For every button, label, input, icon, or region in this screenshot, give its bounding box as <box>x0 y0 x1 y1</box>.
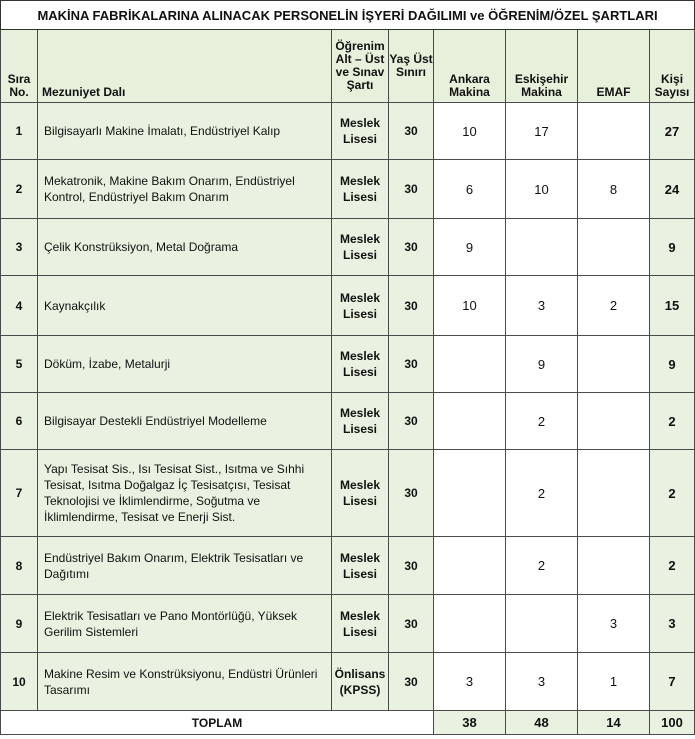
cell-eskisehir-makina: 3 <box>506 653 578 711</box>
cell-ogrenim-sarti: Meslek Lisesi <box>332 450 389 537</box>
cell-emaf <box>578 103 650 160</box>
cell-eskisehir-makina: 2 <box>506 450 578 537</box>
table-body <box>1 103 695 711</box>
cell-ogrenim-sarti: Meslek Lisesi <box>332 336 389 393</box>
cell-yas-ust-siniri: 30 <box>389 160 434 219</box>
cell-sira: 5 <box>1 336 38 393</box>
cell-ankara-makina: 10 <box>434 103 506 160</box>
cell-ankara-makina <box>434 336 506 393</box>
cell-yas-ust-siniri: 30 <box>389 653 434 711</box>
cell-ogrenim-sarti: Meslek Lisesi <box>332 103 389 160</box>
header-yas-ust-siniri: Yaş Üst Sınırı <box>389 30 434 103</box>
cell-sira: 4 <box>1 276 38 336</box>
cell-eskisehir-makina: 2 <box>506 537 578 595</box>
header-sira: Sıra No. <box>1 30 38 103</box>
cell-emaf <box>578 219 650 276</box>
cell-mezuniyet-dali: Çelik Konstrüksiyon, Metal Doğrama <box>38 219 332 276</box>
cell-kisi-sayisi: 2 <box>650 450 695 537</box>
cell-ogrenim-sarti: Meslek Lisesi <box>332 537 389 595</box>
cell-emaf <box>578 393 650 450</box>
header-row <box>1 30 695 103</box>
cell-sira: 6 <box>1 393 38 450</box>
cell-emaf: 2 <box>578 276 650 336</box>
cell-eskisehir-makina: 2 <box>506 393 578 450</box>
cell-emaf: 8 <box>578 160 650 219</box>
cell-yas-ust-siniri: 30 <box>389 103 434 160</box>
cell-sira: 1 <box>1 103 38 160</box>
cell-yas-ust-siniri: 30 <box>389 336 434 393</box>
table-row <box>1 103 695 160</box>
cell-kisi-sayisi: 9 <box>650 336 695 393</box>
cell-yas-ust-siniri: 30 <box>389 393 434 450</box>
cell-kisi-sayisi: 3 <box>650 595 695 653</box>
cell-ogrenim-sarti: Meslek Lisesi <box>332 595 389 653</box>
cell-ankara-makina: 9 <box>434 219 506 276</box>
cell-sira: 3 <box>1 219 38 276</box>
cell-ogrenim-sarti: Meslek Lisesi <box>332 160 389 219</box>
cell-eskisehir-makina <box>506 595 578 653</box>
cell-ogrenim-sarti: Meslek Lisesi <box>332 219 389 276</box>
cell-mezuniyet-dali: Döküm, İzabe, Metalurji <box>38 336 332 393</box>
total-row <box>1 711 695 735</box>
total-ankara: 38 <box>434 711 506 735</box>
total-eskisehir: 48 <box>506 711 578 735</box>
cell-yas-ust-siniri: 30 <box>389 595 434 653</box>
cell-mezuniyet-dali: Elektrik Tesisatları ve Pano Montörlüğü, Yüksek Gerilim Sistemleri <box>38 595 332 653</box>
table-row <box>1 219 695 276</box>
cell-emaf: 1 <box>578 653 650 711</box>
cell-sira: 9 <box>1 595 38 653</box>
header-kisi-sayisi: Kişi Sayısı <box>650 30 695 103</box>
cell-emaf <box>578 537 650 595</box>
cell-kisi-sayisi: 2 <box>650 393 695 450</box>
cell-eskisehir-makina: 10 <box>506 160 578 219</box>
cell-sira: 10 <box>1 653 38 711</box>
cell-yas-ust-siniri: 30 <box>389 450 434 537</box>
header-emaf: EMAF <box>578 30 650 103</box>
cell-mezuniyet-dali: Mekatronik, Makine Bakım Onarım, Endüstriyel Kontrol, Endüstriyel Bakım Onarım <box>38 160 332 219</box>
cell-eskisehir-makina: 3 <box>506 276 578 336</box>
cell-ankara-makina <box>434 393 506 450</box>
cell-ankara-makina: 6 <box>434 160 506 219</box>
table-title: MAKİNA FABRİKALARINA ALINACAK PERSONELİN İŞYERİ DAĞILIMI ve ÖĞRENİM/ÖZEL ŞARTLARI <box>1 1 695 30</box>
cell-yas-ust-siniri: 30 <box>389 276 434 336</box>
header-mezuniyet-dali: Mezuniyet Dalı <box>38 30 332 103</box>
cell-mezuniyet-dali: Bilgisayarlı Makine İmalatı, Endüstriyel Kalıp <box>38 103 332 160</box>
cell-mezuniyet-dali: Makine Resim ve Konstrüksiyonu, Endüstri Ürünleri Tasarımı <box>38 653 332 711</box>
table-row <box>1 336 695 393</box>
cell-mezuniyet-dali: Kaynakçılık <box>38 276 332 336</box>
cell-yas-ust-siniri: 30 <box>389 219 434 276</box>
cell-emaf <box>578 336 650 393</box>
cell-eskisehir-makina <box>506 219 578 276</box>
cell-eskisehir-makina: 9 <box>506 336 578 393</box>
cell-ankara-makina <box>434 450 506 537</box>
cell-kisi-sayisi: 2 <box>650 537 695 595</box>
cell-kisi-sayisi: 7 <box>650 653 695 711</box>
cell-ankara-makina <box>434 595 506 653</box>
total-kisi: 100 <box>650 711 695 735</box>
cell-sira: 2 <box>1 160 38 219</box>
cell-ogrenim-sarti: Önlisans (KPSS) <box>332 653 389 711</box>
cell-emaf: 3 <box>578 595 650 653</box>
cell-ankara-makina: 3 <box>434 653 506 711</box>
cell-mezuniyet-dali: Bilgisayar Destekli Endüstriyel Modelleme <box>38 393 332 450</box>
header-ankara-makina: Ankara Makina <box>434 30 506 103</box>
header-ogrenim-sarti: Öğrenim Alt – Üst ve Sınav Şartı <box>332 30 389 103</box>
table-row <box>1 537 695 595</box>
table-row <box>1 653 695 711</box>
cell-kisi-sayisi: 27 <box>650 103 695 160</box>
table-row <box>1 276 695 336</box>
table-row <box>1 160 695 219</box>
cell-kisi-sayisi: 9 <box>650 219 695 276</box>
table-row <box>1 595 695 653</box>
cell-ogrenim-sarti: Meslek Lisesi <box>332 393 389 450</box>
cell-kisi-sayisi: 15 <box>650 276 695 336</box>
table-row <box>1 450 695 537</box>
cell-kisi-sayisi: 24 <box>650 160 695 219</box>
cell-mezuniyet-dali: Yapı Tesisat Sis., Isı Tesisat Sist., Isıtma ve Sıhhi Tesisat, Isıtma Doğalgaz İç Tesisatçısı, Tesisat Teknolojisi ve İklimlendirme, Soğutma ve İklimlendirme, Tesisat ve Enerji Sist. <box>38 450 332 537</box>
total-emaf: 14 <box>578 711 650 735</box>
cell-yas-ust-siniri: 30 <box>389 537 434 595</box>
cell-eskisehir-makina: 17 <box>506 103 578 160</box>
cell-sira: 7 <box>1 450 38 537</box>
cell-ankara-makina: 10 <box>434 276 506 336</box>
cell-ogrenim-sarti: Meslek Lisesi <box>332 276 389 336</box>
total-label: TOPLAM <box>1 711 434 735</box>
cell-emaf <box>578 450 650 537</box>
cell-mezuniyet-dali: Endüstriyel Bakım Onarım, Elektrik Tesisatları ve Dağıtımı <box>38 537 332 595</box>
cell-sira: 8 <box>1 537 38 595</box>
table-row <box>1 393 695 450</box>
cell-ankara-makina <box>434 537 506 595</box>
header-eskisehir-makina: Eskişehir Makina <box>506 30 578 103</box>
